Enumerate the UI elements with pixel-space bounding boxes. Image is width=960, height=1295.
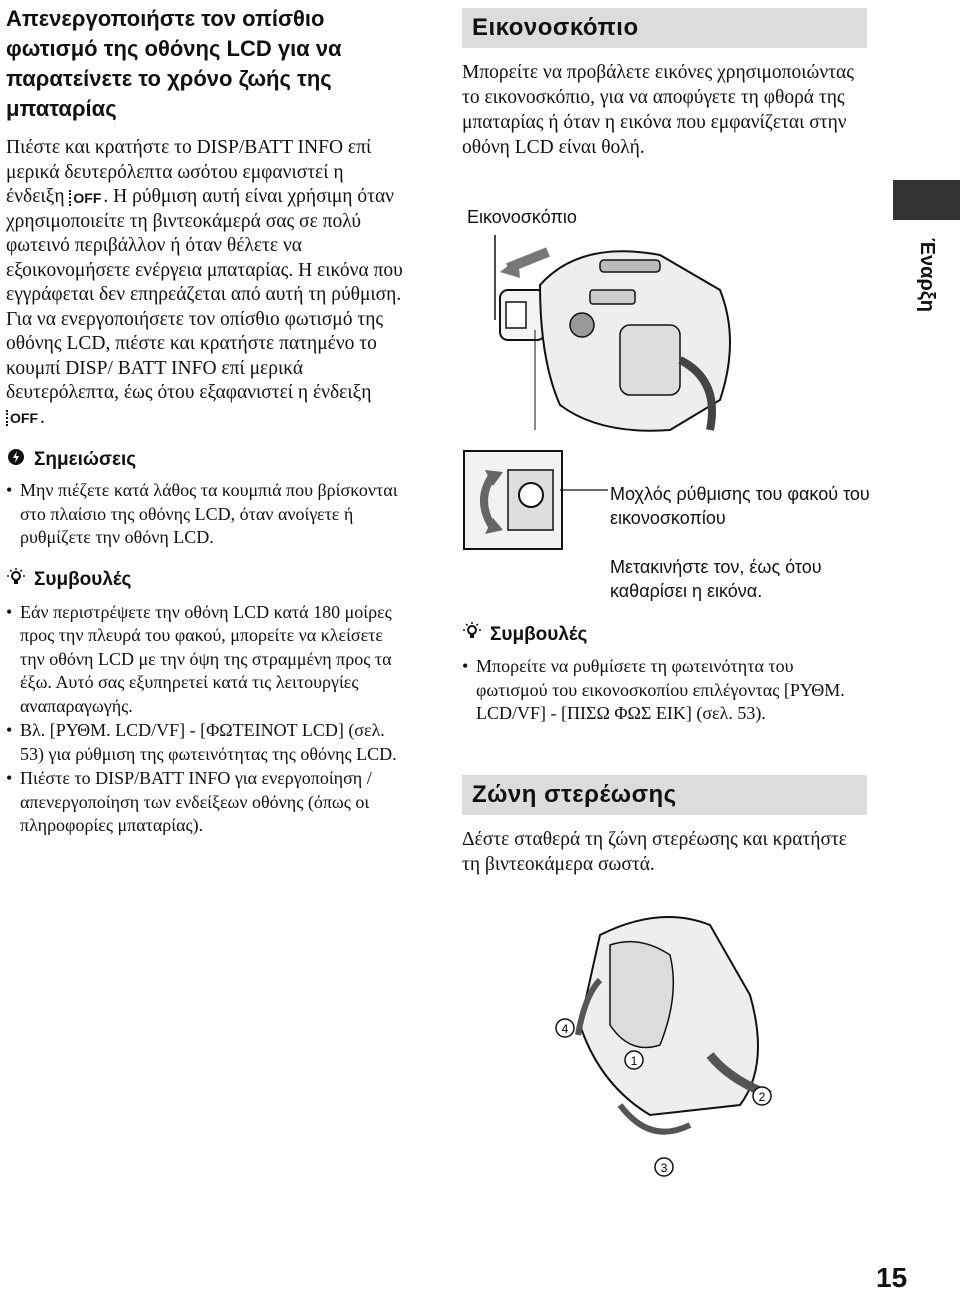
list-item: • Μπορείτε να ρυθμίσετε τη φωτεινότητα του φωτισμού του εικονοσκοπίου επιλέγοντας [ΡΥΘΜ. LCD/VF] - [ΠΙΣΩ ΦΩΣ ΕΙΚ] (σελ. 53).: [462, 655, 867, 726]
chapter-tab-block: [893, 180, 960, 220]
backlight-text-2: . Η ρύθμιση αυτή είναι χρήσιμη όταν χρησιμοποιείτε τη βιντεοκάμερά σας σε πολύ φωτεινό περιβάλλον ή όταν θέλετε να εξοικονομήσετε ενέργεια μπαταρίας. Η εικόνα που εγγράφεται δεν επηρεάζεται από αυτή τη ρύθμιση. Για να ενεργοποιήσετε τον οπίσθιο φωτισμό της οθόνης LCD, πιέστε και κρατήστε πατημένο το κουμπί DISP/ BATT INFO επί μερικά δευτερόλεπτα, έως ότου εξαφανιστεί η ένδειξη: [6, 186, 403, 403]
list-item: • Εάν περιστρέψετε την οθόνη LCD κατά 180 μοίρες προς την πλευρά του φακού, μπορείτε να κλείσετε την οθόνη LCD με την όψη της στραμμένη προς τα έξω. Αυτό σας εξυπηρετεί κατά τις λειτουργίες αναπαραγωγής.: [6, 601, 406, 719]
lever-instruction: Μετακινήστε τον, έως ότου καθαρίσει η εικόνα.: [610, 557, 822, 601]
notes-heading: [6, 448, 406, 471]
list-item: • Βλ. [ΡΥΘΜ. LCD/VF] - [ΦΩΤΕΙΝΟΤ LCD] (σελ. 53) για ρύθμιση της φωτεινότητας της οθόνης LCD.: [6, 719, 406, 766]
grip-belt-section: [462, 775, 867, 877]
backlight-off-icon-2: OFF: [6, 410, 40, 426]
step-3-marker: 3: [660, 1161, 668, 1175]
step-1-marker: 1: [630, 1054, 638, 1068]
right-tips-list: [462, 655, 867, 726]
viewfinder-section-title: Εικονοσκόπιο: [462, 8, 867, 48]
right-tips: [462, 612, 867, 727]
step-4-marker: 4: [561, 1022, 569, 1036]
note-icon: [6, 448, 26, 471]
lightbulb-icon: [462, 622, 482, 647]
lever-label: Μοχλός ρύθμισης του φακού του εικονοσκοπίου: [610, 484, 870, 528]
backlight-off-icon: OFF: [69, 190, 103, 206]
lightbulb-icon: [6, 568, 26, 593]
backlight-paragraph: [6, 136, 406, 430]
viewfinder-figure-label: Εικονοσκόπιο: [467, 207, 577, 227]
backlight-heading: Απενεργοποιήστε τον οπίσθιο φωτισμό της οθόνης LCD για να παρατείνετε το χρόνο ζωής της μπαταρίας: [6, 6, 342, 121]
right-column: [462, 8, 867, 160]
list-item: • Πιέστε το DISP/BATT INFO για ενεργοποίηση / απενεργοποίηση των ενδείξεων οθόνης (όπως οι πληροφορίες μπαταρίας).: [6, 767, 406, 838]
page-number: 15: [876, 1262, 908, 1293]
step-2-marker: 2: [758, 1090, 766, 1104]
chapter-side-tab: [893, 180, 960, 340]
tips-list: [6, 601, 406, 838]
left-column: [6, 4, 406, 839]
right-tips-heading: [462, 622, 867, 647]
backlight-text-1: Πιέστε και κρατήστε το DISP/BATT INFO επί μερικά δευτερόλεπτα ωσότου εμφανιστεί η ένδειξη: [6, 137, 372, 207]
tips-heading: [6, 568, 406, 593]
lever-leader-line: [560, 480, 610, 500]
viewfinder-body: Μπορείτε να προβάλετε εικόνες χρησιμοποιώντας το εικονοσκόπιο, για να αποφύγετε τη φθορά της μπαταρίας ή όταν η εικόνα που εμφανίζεται στην οθόνη LCD είναι θολή.: [462, 62, 854, 158]
chapter-tab-label: Έναρξη: [916, 238, 938, 312]
backlight-text-end: .: [40, 406, 45, 428]
notes-heading-label: Σημειώσεις: [34, 448, 137, 470]
tips-heading-label: Συμβουλές: [34, 569, 132, 590]
lever-inset-illustration: [463, 450, 563, 550]
list-item: • Μην πιέζετε κατά λάθος τα κουμπιά που βρίσκονται στο πλαίσιο της οθόνης LCD, όταν ανοίγετε ή ρυθμίζετε την οθόνη LCD.: [6, 479, 406, 550]
notes-list: [6, 479, 406, 550]
grip-belt-section-title: Ζώνη στερέωσης: [462, 775, 867, 815]
camcorder-illustration: [470, 230, 750, 440]
grip-belt-body: Δέστε σταθερά τη ζώνη στερέωσης και κρατήστε τη βιντεοκάμερα σωστά.: [462, 829, 847, 875]
right-tips-heading-label: Συμβουλές: [490, 623, 588, 645]
grip-belt-illustration: [540, 905, 790, 1185]
